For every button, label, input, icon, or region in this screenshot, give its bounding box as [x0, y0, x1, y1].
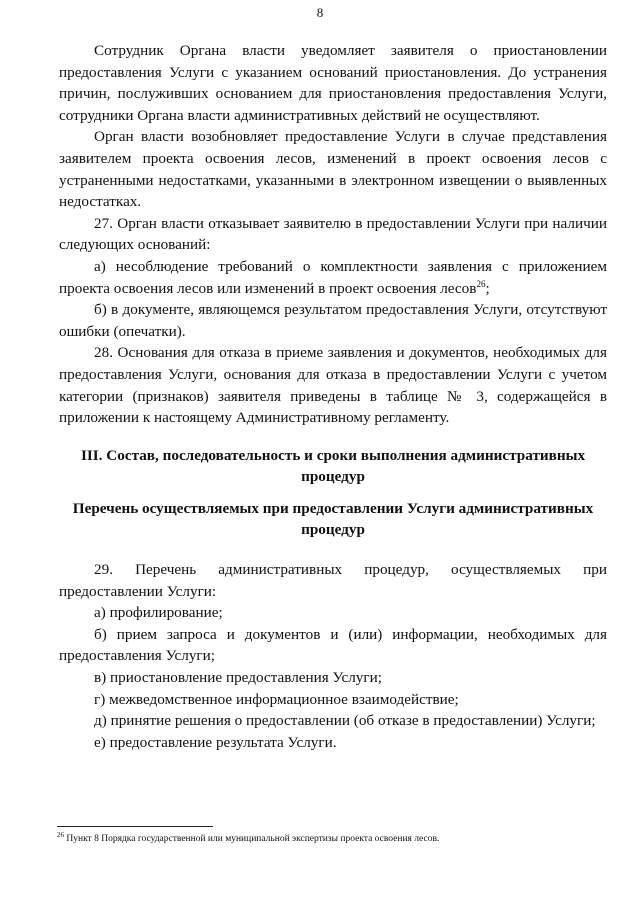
paragraph-item-27: 27. Орган власти отказывает заявителю в предоставлении Услуги при наличии следующих оснований: — [59, 214, 607, 254]
footnote-text: Пункт 8 Порядка государственной или муниципальной экспертизы проекта освоения лесов. — [64, 834, 440, 844]
footnote-divider — [57, 826, 213, 827]
list-item: д) принятие решения о предоставлении (об отказе в предоставлении) Услуги; — [94, 712, 596, 730]
paragraph-item-27b: б) в документе, являющемся результатом предоставления Услуги, отсутствуют ошибки (опечатки). — [59, 301, 607, 340]
paragraph-item-28: 28. Основания для отказа в приеме заявления и документов, необходимых для предоставления Услуги, основания для отказа в предоставлении Услуги с учетом категории (признаков) заявителя приведены в таблице № 3, содержащейся в приложении к настоящему Административному регламенту. — [59, 344, 607, 427]
page-number: 8 — [316, 5, 324, 20]
document-body — [59, 40, 607, 753]
list-item: е) предоставление результата Услуги. — [94, 733, 337, 751]
list-item: в) приостановление предоставления Услуги; — [94, 669, 382, 687]
list-item: а) профилирование; — [94, 604, 223, 622]
paragraph-item-27a-text: а) несоблюдение требований о комплектности заявления с приложением проекта освоения лесов или изменений в проект освоения лесов — [59, 257, 607, 297]
subsection-title: Перечень осуществляемых при предоставлении Услуги административных процедур — [72, 499, 594, 539]
list-intro: 29. Перечень административных процедур, осуществляемых при предоставлении Услуги: — [59, 561, 607, 600]
footnote — [57, 830, 617, 845]
paragraph-suspension-notice: Сотрудник Органа власти уведомляет заявителя о приостановлении предоставления Услуги с указанием оснований приостановления. До устранения причин, послуживших основанием для приостановления предоставления Услуги, сотрудники Органа власти административных действий не осуществляют. — [59, 42, 607, 124]
list-item: г) межведомственное информационное взаимодействие; — [94, 690, 459, 708]
section-title: III. Состав, последовательность и сроки выполнения административных процедур — [80, 446, 586, 486]
paragraph-item-27a — [59, 256, 607, 299]
footnote-reference[interactable]: 26 — [476, 278, 486, 289]
paragraph-resumption: Орган власти возобновляет предоставление Услуги в случае представления заявителем проекта освоения лесов, изменений в проект освоения лесов с устраненными недостатками, указанными в электронном извещении о выявленных недостатках. — [59, 128, 607, 211]
paragraph-item-27a-end: ; — [485, 279, 490, 297]
list-item: б) прием запроса и документов и (или) информации, необходимых для предоставления Услуги; — [59, 625, 607, 665]
footnote-number: 26 — [57, 830, 64, 839]
